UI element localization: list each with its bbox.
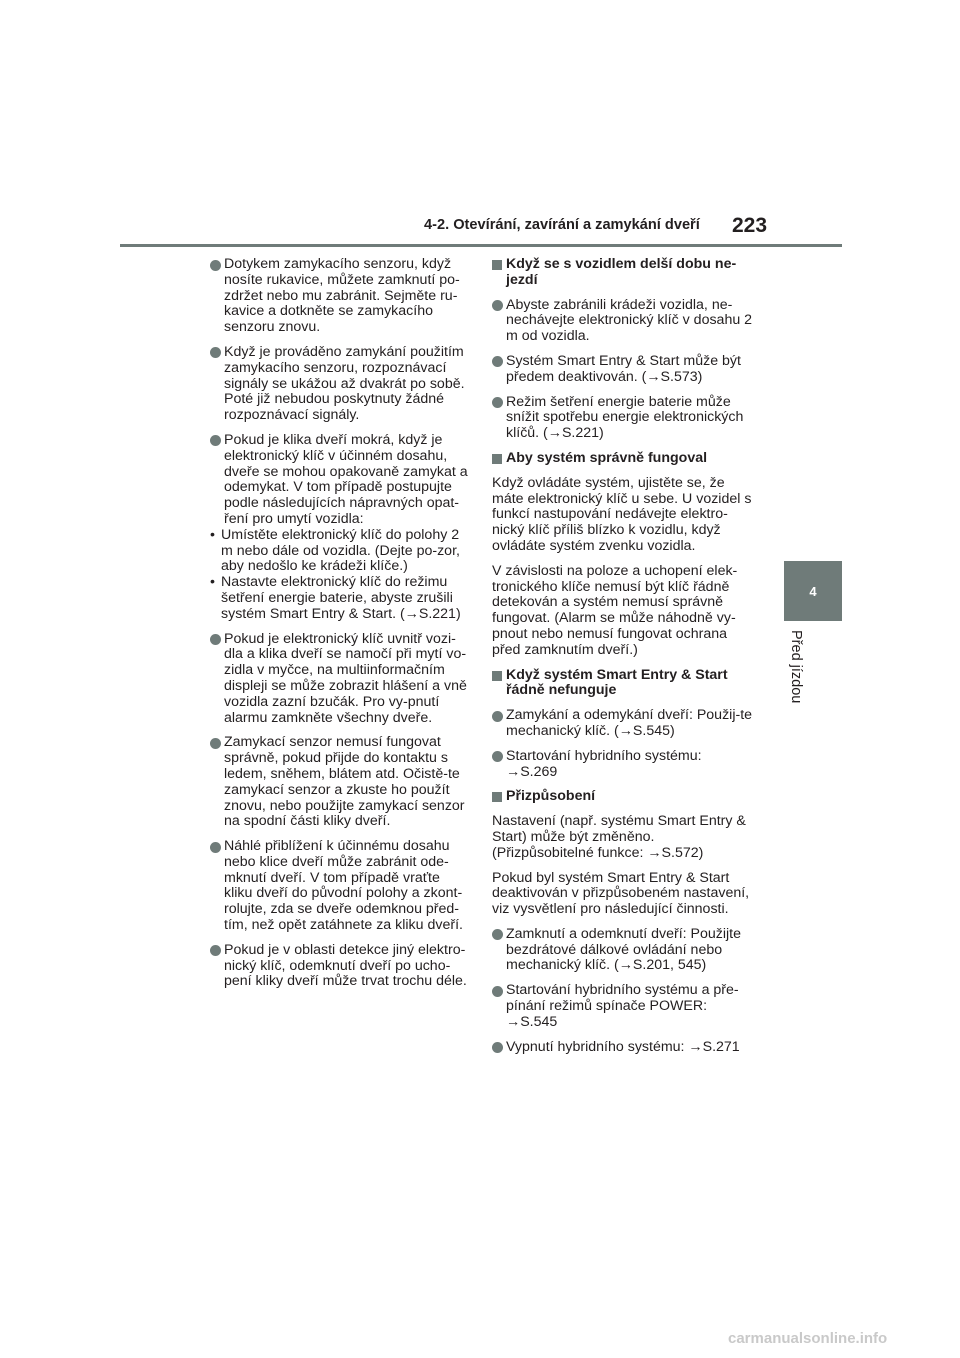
paragraph: [492, 871, 754, 918]
text: Přizpůsobení: [506, 788, 596, 805]
bullet-item: [492, 927, 754, 974]
text: Pokud je v oblasti detekce jiný elektro-nický klíč, odemknutí dveří po ucho-pení kliky dveří může trvat trochu déle.: [224, 941, 467, 990]
text: Startování hybridního systému: →S.269: [506, 747, 702, 780]
text: Náhlé přiblížení k účinnému dosahu nebo klice dveří může zabránit ode-mknutí dveří. V tom případě vraťte kliku dveří do původní polohy a zkont-rolujte, zda se dveře odemknou před-tím, než opět zatáhnete za kliku dveří.: [224, 838, 463, 934]
bullet-circle-icon: [492, 356, 503, 367]
bullet-item: [210, 632, 472, 727]
bullet-circle-icon: [210, 347, 221, 358]
text: Pokud byl systém Smart Entry & Start deaktivován v přizpůsobeném nastavení, viz vysvětlení pro následující činnosti.: [492, 869, 750, 918]
bullet-item: [492, 1040, 754, 1056]
text: Když je prováděno zamykání použitím zamykacího senzoru, rozpoznávací signály se ukážou až dvakrát po sobě. Poté již nebudou poskytnuty žádné rozpoznávací signály.: [224, 343, 465, 424]
paragraph: [492, 476, 754, 555]
bullet-item: [492, 708, 754, 740]
square-bullet-icon: [492, 792, 502, 802]
text: Režim šetření energie baterie může snížit spotřebu energie elektronických klíčů. (→S.221): [506, 393, 744, 442]
bullet-circle-icon: [492, 1042, 503, 1053]
section-heading: [492, 257, 754, 289]
text: Systém Smart Entry & Start může být předem deaktivován. (→S.573): [506, 352, 741, 385]
bullet-circle-icon: [210, 435, 221, 446]
text: Zamknutí a odemknutí dveří: Použijte bezdrátové dálkové ovládání nebo mechanický klíč. (→S.201, 545): [506, 925, 741, 974]
bullet-item: [492, 749, 754, 781]
bullet-circle-icon: [492, 986, 503, 997]
dot-bullet-icon: •: [210, 526, 215, 543]
square-bullet-icon: [492, 671, 502, 681]
dot-bullet-icon: •: [210, 574, 215, 591]
running-header-title: 4-2. Otevírání, zavírání a zamykání dveří: [424, 217, 700, 233]
sub-bullet-item: [210, 528, 472, 575]
bullet-item: [210, 345, 472, 424]
text: Zamykání a odemykání dveří: Použij-te mechanický klíč. (→S.545): [506, 707, 753, 739]
bullet-item: [492, 983, 754, 1030]
watermark: carmanualsonline.info: [728, 1330, 888, 1347]
chapter-title-vertical: Před jízdou: [788, 630, 804, 704]
square-bullet-icon: [492, 260, 502, 270]
bullet-item: [210, 735, 472, 830]
bullet-circle-icon: [210, 260, 221, 271]
text: Nastavte elektronický klíč do režimu šetření energie baterie, abyste zrušili systém Smart Entry & Start. (→S.221): [221, 574, 461, 622]
text: Nastavení (např. systému Smart Entry & Start) může být změněno. (Přizpůsobitelné funkce: →S.572): [492, 813, 746, 861]
bullet-item: [210, 257, 472, 336]
text: Vypnutí hybridního systému: →S.271: [506, 1038, 740, 1055]
bullet-circle-icon: [210, 738, 221, 749]
bullet-item: [492, 354, 754, 386]
paragraph: [492, 564, 754, 659]
section-heading: [492, 789, 754, 805]
bullet-item: [492, 395, 754, 442]
bullet-circle-icon: [492, 397, 503, 408]
bullet-item: [210, 943, 472, 990]
bullet-circle-icon: [492, 751, 503, 762]
chapter-number: 4: [809, 583, 817, 599]
bullet-circle-icon: [492, 300, 503, 311]
chapter-tab[interactable]: [784, 561, 842, 621]
text: Pokud je klika dveří mokrá, když je elektronický klíč v účinném dosahu, dveře se mohou opakovaně zamykat a odemykat. V tom případě postupujte podle následujících nápravných opat-ření pro umytí vozidla:: [224, 431, 468, 527]
left-column: [210, 257, 472, 999]
paragraph: [492, 814, 754, 861]
text: Startování hybridního systému a pře-pínání režimů spínače POWER: →S.545: [506, 982, 739, 1030]
text: Když ovládáte systém, ujistěte se, že máte elektronický klíč u sebe. U vozidel s funkcí nastupování nedávejte elektro-nický klíč příliš blízko k vozidlu, když ovládáte systém zvenku vozidla.: [492, 474, 752, 554]
bullet-item: [492, 298, 754, 345]
text: Umístěte elektronický klíč do polohy 2 m nebo dále od vozidla. (Dejte po-zor, aby nedošlo ke krádeži klíče.): [221, 526, 460, 575]
bullet-circle-icon: [210, 945, 221, 956]
bullet-circle-icon: [492, 711, 503, 722]
sub-bullet-item: [210, 575, 472, 622]
section-heading: [492, 451, 754, 467]
square-bullet-icon: [492, 454, 502, 464]
header-divider: [120, 244, 842, 247]
bullet-circle-icon: [210, 634, 221, 645]
text: Dotykem zamykacího senzoru, když nosíte rukavice, můžete zamknutí po-zdržet nebo mu zabránit. Sejměte ru-kavice a dotkněte se zamykacího senzoru znovu.: [224, 256, 460, 336]
bullet-circle-icon: [492, 929, 503, 940]
text: Pokud je elektronický klíč uvnitř vozi-dla a klika dveří se namočí při mytí vo-zidla v myčce, na multiinformačním displeji se může zobrazit hlášení a vně vozidla zazní bzučák. Pro vy-pnutí alarmu zamkněte všechny dveře.: [224, 630, 467, 726]
bullet-item: [210, 433, 472, 528]
text: Abyste zabránili krádeži vozidla, ne-nechávejte elektronický klíč v dosahu 2 m od vozidla.: [506, 296, 753, 345]
text: Když systém Smart Entry & Start řádně nefunguje: [506, 666, 728, 699]
page-number: 223: [732, 214, 768, 237]
section-heading: [492, 668, 754, 700]
bullet-circle-icon: [210, 842, 221, 853]
text: V závislosti na poloze a uchopení elek-tronického klíče nemusí být klíč řádně detekován a systém nemusí správně fungovat. (Alarm se může náhodně vy-pnout nebo nemusí fungovat ochrana před zamknutím dveří.): [492, 562, 738, 658]
right-column: [492, 257, 754, 1064]
text: Aby systém správně fungoval: [506, 449, 708, 466]
text: Když se s vozidlem delší dobu ne-jezdí: [506, 256, 737, 288]
text: Zamykací senzor nemusí fungovat správně, pokud přijde do kontaktu s ledem, sněhem, blátem atd. Očistě-te zamykací senzor a zkuste ho použít znovu, nebo použijte zamykací senzor na spodní části kliky dveří.: [224, 734, 465, 830]
bullet-item: [210, 839, 472, 934]
